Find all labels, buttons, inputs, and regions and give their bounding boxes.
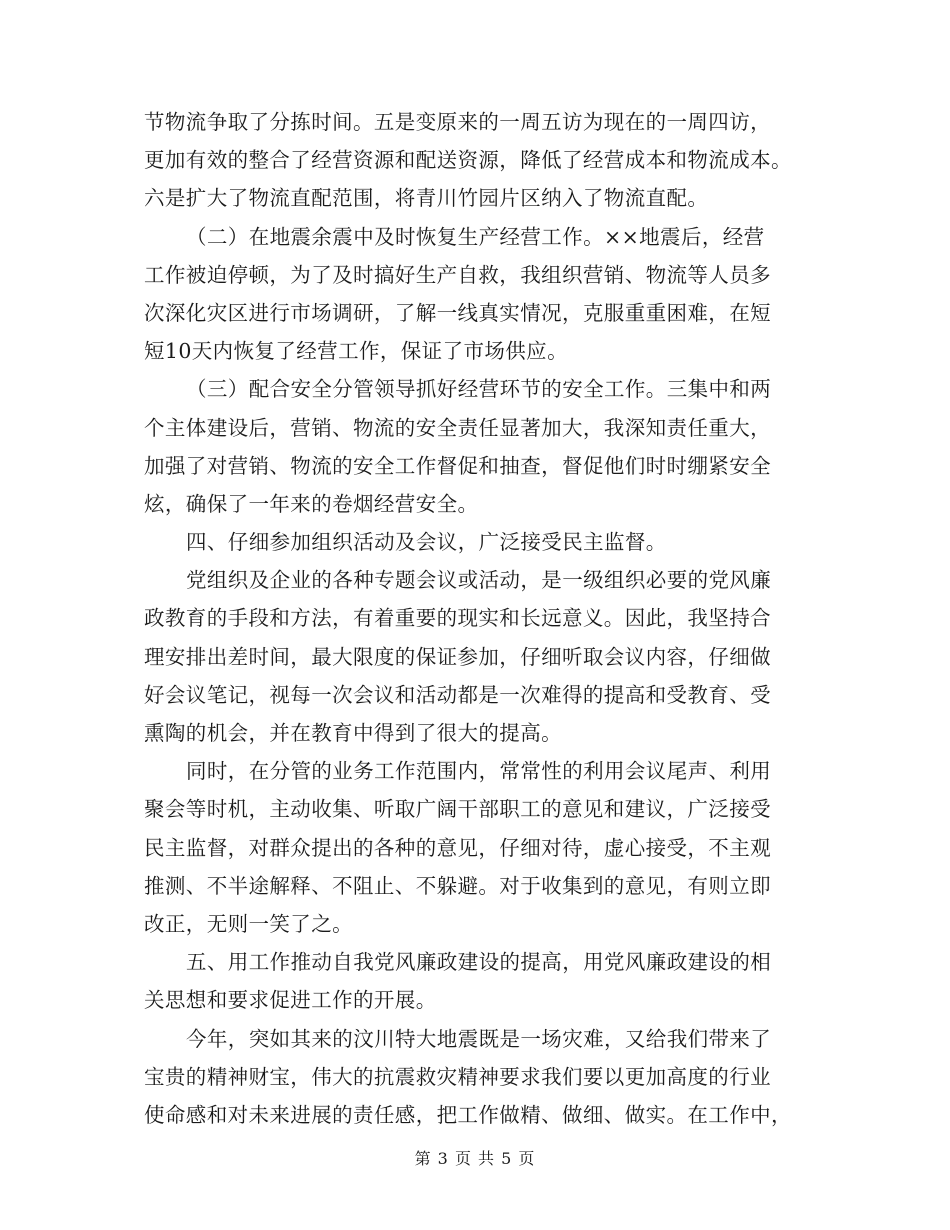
text-line: 工作被迫停顿，为了及时搞好生产自救，我组织营销、物流等人员多 bbox=[144, 262, 771, 287]
document-body bbox=[144, 103, 810, 1134]
text-line: 五、用工作推动自我党风廉政建设的提高，用党风廉政建设的相 bbox=[186, 950, 772, 975]
text-line: 更加有效的整合了经营资源和配送资源，降低了经营成本和物流成本。 bbox=[144, 148, 792, 173]
text-line: 聚会等时机，主动收集、听取广阔干部职工的意见和建议，广泛接受 bbox=[144, 797, 771, 822]
page-number-footer: 第 3 页 共 5 页 bbox=[414, 1149, 536, 1168]
text-line: （二）在地震余震中及时恢复生产经营工作。××地震后，经营 bbox=[186, 224, 765, 249]
text-line: 党组织及企业的各种专题会议或活动，是一级组织必要的党风廉 bbox=[186, 568, 772, 593]
text-line: 个主体建设后，营销、物流的安全责任显著加大，我深知责任重大， bbox=[144, 415, 771, 440]
text-line: 使命感和对未来进展的责任感，把工作做精、做细、做实。在工作中， bbox=[144, 1102, 792, 1127]
text-line: 理安排出差时间，最大限度的保证参加，仔细听取会议内容，仔细做 bbox=[144, 644, 771, 669]
text-line: 熏陶的机会，并在教育中得到了很大的提高。 bbox=[144, 721, 562, 745]
text-line: 节物流争取了分拣时间。五是变原来的一周五访为现在的一周四访， bbox=[144, 110, 771, 134]
text-line: 宝贵的精神财宝，伟大的抗震救灾精神要求我们要以更加高度的行业 bbox=[144, 1064, 771, 1089]
text-line: 加强了对营销、物流的安全工作督促和抽查，督促他们时时绷紧安全 bbox=[144, 453, 771, 478]
text-line: 四、仔细参加组织活动及会议，广泛接受民主监督。 bbox=[186, 530, 667, 555]
text-line: 炫，确保了一年来的卷烟经营安全。 bbox=[144, 491, 479, 516]
text-line: 政教育的手段和方法，有着重要的现实和长远意义。因此，我坚持合 bbox=[144, 606, 771, 631]
text-line: 改正，无则一笑了之。 bbox=[144, 911, 353, 936]
text-line: 短10天内恢复了经营工作，保证了市场供应。 bbox=[144, 339, 568, 364]
text-line: 关思想和要求促进工作的开展。 bbox=[144, 988, 437, 1013]
text-line: 六是扩大了物流直配范围，将青川竹园片区纳入了物流直配。 bbox=[144, 186, 709, 211]
text-line: 民主监督，对群众提出的各种的意见，仔细对待，虚心接受，不主观 bbox=[144, 835, 771, 860]
text-line: 次深化灾区进行市场调研，了解一线真实情况，克服重重困难，在短 bbox=[144, 300, 771, 325]
text-line: 好会议笔记，视每一次会议和活动都是一次难得的提高和受教育、受 bbox=[144, 682, 771, 707]
text-line: 今年，突如其来的汶川特大地震既是一场灾难，又给我们带来了 bbox=[186, 1026, 772, 1051]
text-line: 同时，在分管的业务工作范围内，常常性的利用会议尾声、利用 bbox=[186, 759, 772, 784]
text-line: 推测、不半途解释、不阻止、不躲避。对于收集到的意见，有则立即 bbox=[144, 873, 771, 898]
text-line: （三）配合安全分管领导抓好经营环节的安全工作。三集中和两 bbox=[186, 377, 772, 402]
